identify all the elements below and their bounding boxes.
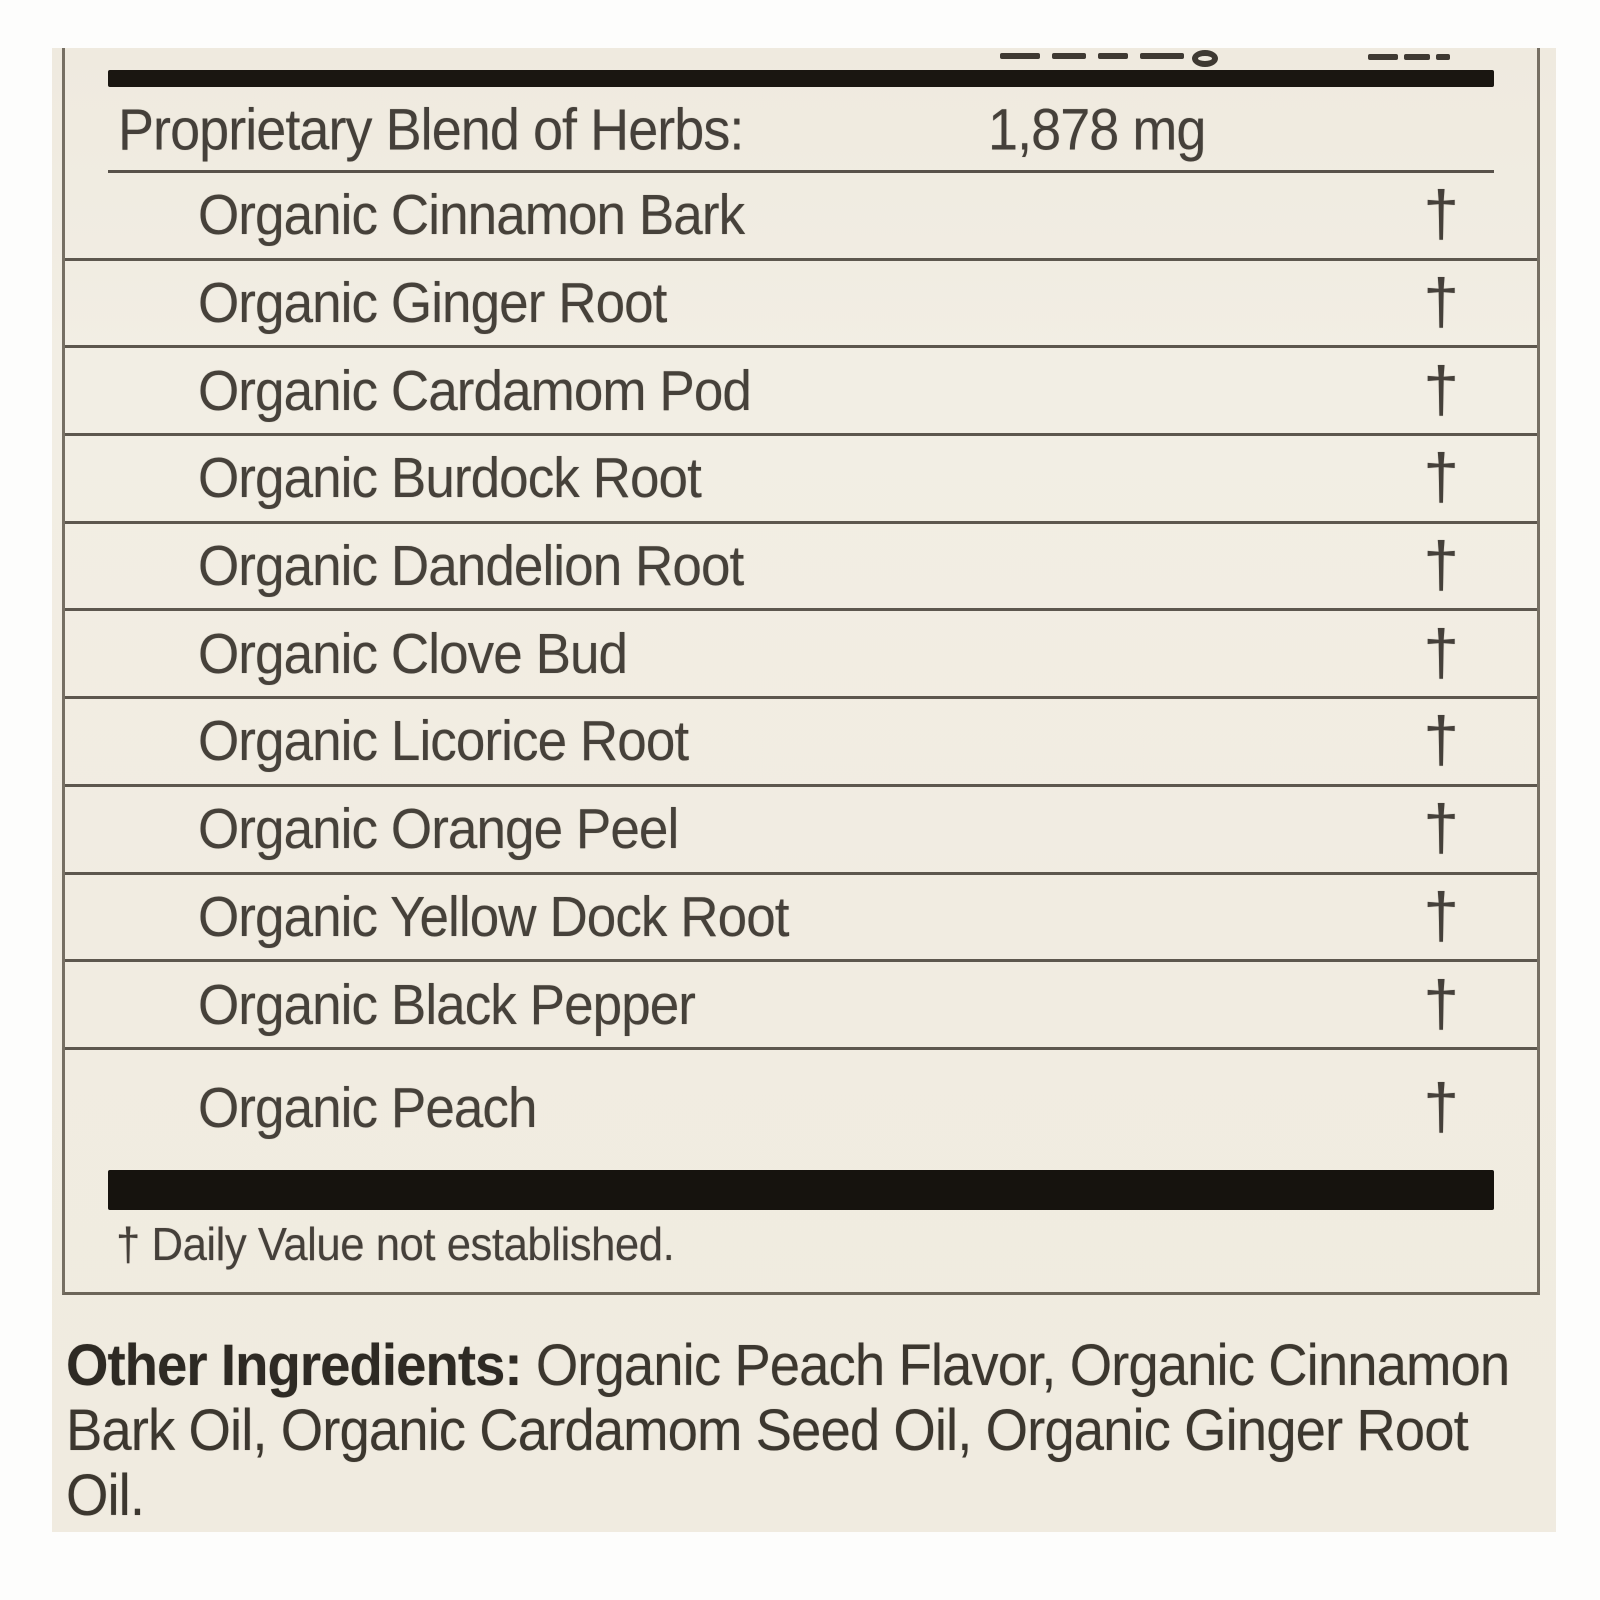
ingredient-name: Organic Ginger Root [198,271,667,336]
dagger-symbol: † [1423,177,1459,250]
ingredient-row-burdock-root [65,436,1537,524]
other-ingredients-label: Other Ingredients: [66,1333,522,1398]
supplement-facts-panel [62,48,1540,1295]
footnote-text: † Daily Value not established. [116,1218,675,1270]
dagger-symbol: † [1423,967,1459,1040]
dagger-symbol: † [1423,1070,1459,1143]
ingredient-row-ginger-root [65,261,1537,349]
ingredient-name: Organic Clove Bud [198,621,628,686]
ingredient-name: Organic Cardamom Pod [198,358,751,423]
dagger-symbol: † [1423,265,1459,338]
thick-rule-top [108,70,1494,87]
dagger-symbol: † [1423,528,1459,601]
ingredient-name: Organic Yellow Dock Root [198,884,789,949]
dagger-symbol: † [1423,703,1459,776]
ingredient-row-peach [65,1050,1537,1167]
dagger-symbol: † [1423,791,1459,864]
dagger-symbol: † [1423,353,1459,426]
ingredient-name: Organic Dandelion Root [198,534,744,599]
dagger-symbol: † [1423,440,1459,513]
ingredient-rows [65,173,1537,1167]
ingredient-row-cinnamon-bark [65,173,1537,261]
ingredient-name: Organic Burdock Root [198,446,701,511]
thick-rule-bottom [108,1170,1494,1210]
other-ingredients-line1: Organic Peach Flavor, Organic Cinnamon [521,1333,1510,1398]
ingredient-name: Organic Black Pepper [198,972,696,1037]
blend-amount: 1,878 mg [988,97,1206,163]
ingredient-name: Organic Peach [198,1076,537,1141]
dagger-symbol: † [1423,616,1459,689]
ingredient-row-black-pepper [65,962,1537,1050]
blend-name: Proprietary Blend of Herbs: [118,97,744,163]
supplement-label [52,48,1556,1532]
ingredient-row-clove-bud [65,611,1537,699]
proprietary-blend-row [65,93,1537,167]
ingredient-name: Organic Licorice Root [198,709,689,774]
other-ingredients-line2: Bark Oil, Organic Cardamom Seed Oil, Organic Ginger Root [66,1398,1468,1463]
ingredient-name: Organic Cinnamon Bark [198,183,745,248]
ingredient-name: Organic Orange Peel [198,797,679,862]
ingredient-row-cardamom-pod [65,348,1537,436]
ingredient-row-orange-peel [65,787,1537,875]
other-ingredients-line3: Oil. [66,1463,145,1528]
other-ingredients-paragraph [66,1333,1546,1528]
daily-value-footnote [116,1216,704,1272]
ingredient-row-dandelion-root [65,524,1537,612]
dagger-symbol: † [1423,879,1459,952]
ingredient-row-yellow-dock-root [65,875,1537,963]
ingredient-row-licorice-root [65,699,1537,787]
